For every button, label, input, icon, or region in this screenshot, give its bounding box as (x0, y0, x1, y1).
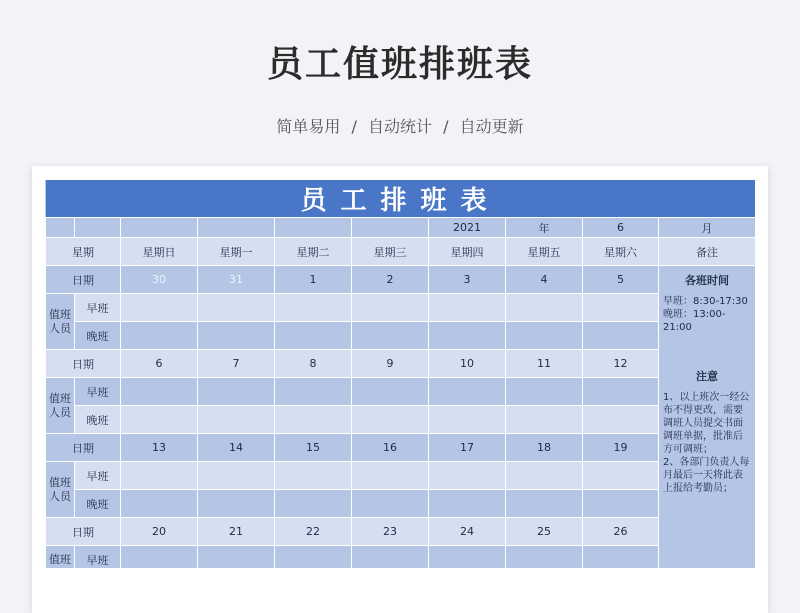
shift-cell[interactable] (506, 462, 583, 490)
shift-cell[interactable] (352, 546, 429, 569)
shift-cell[interactable] (429, 406, 506, 434)
notice-rule-2: 2、各部门负责人每月最后一天将此表上报给考勤员； (663, 457, 750, 494)
date-cell[interactable]: 2 (352, 266, 429, 294)
evening-shift-row (46, 406, 756, 434)
shift-cell[interactable] (275, 546, 352, 569)
date-cell[interactable]: 30 (121, 266, 198, 294)
shift-cell[interactable] (275, 490, 352, 518)
morning-shift-row (46, 546, 756, 569)
shift-cell[interactable] (121, 546, 198, 569)
subtitle-item: 简单易用 (276, 117, 341, 136)
morning-label-cell[interactable]: 早班 (75, 462, 121, 490)
date-row (46, 266, 756, 294)
date-row (46, 350, 756, 378)
weekday-cell[interactable]: 星期日 (121, 238, 198, 266)
cell[interactable] (198, 218, 275, 238)
shift-cell[interactable] (506, 322, 583, 350)
subtitle-separator: / (443, 117, 449, 136)
shift-cell[interactable] (352, 322, 429, 350)
shift-cell[interactable] (198, 462, 275, 490)
shift-cell[interactable] (429, 490, 506, 518)
shift-cell[interactable] (352, 294, 429, 322)
shift-cell[interactable] (121, 462, 198, 490)
shift-cell[interactable] (352, 490, 429, 518)
date-cell[interactable]: 18 (506, 434, 583, 462)
date-label-cell[interactable]: 日期 (46, 434, 121, 462)
shift-cell[interactable] (352, 378, 429, 406)
weekday-cell[interactable]: 星期二 (275, 238, 352, 266)
date-cell[interactable]: 13 (121, 434, 198, 462)
remark-header-cell[interactable]: 备注 (659, 238, 756, 266)
date-cell[interactable]: 4 (506, 266, 583, 294)
staff-label-cell[interactable]: 值班人员 (46, 378, 75, 434)
shift-cell[interactable] (506, 406, 583, 434)
shift-cell[interactable] (198, 378, 275, 406)
date-label-cell[interactable]: 日期 (46, 518, 121, 546)
date-cell[interactable]: 31 (198, 266, 275, 294)
weekday-cell[interactable]: 星期三 (352, 238, 429, 266)
weekday-cell[interactable]: 星期六 (583, 238, 659, 266)
date-cell[interactable]: 5 (583, 266, 659, 294)
morning-label-cell[interactable]: 早班 (75, 546, 121, 569)
shift-cell[interactable] (121, 322, 198, 350)
weekday-cell[interactable]: 星期一 (198, 238, 275, 266)
year-cell[interactable]: 2021 (429, 218, 506, 238)
shift-cell[interactable] (429, 546, 506, 569)
schedule-sheet (45, 180, 755, 568)
shift-cell[interactable] (275, 462, 352, 490)
shift-cell[interactable] (429, 322, 506, 350)
cell[interactable] (75, 218, 121, 238)
shift-cell[interactable] (429, 462, 506, 490)
shift-cell[interactable] (275, 378, 352, 406)
shift-cell[interactable] (583, 378, 659, 406)
date-cell[interactable]: 23 (352, 518, 429, 546)
page-subtitle (0, 114, 800, 137)
shift-cell[interactable] (121, 406, 198, 434)
cell[interactable] (275, 218, 352, 238)
week-label-cell[interactable]: 星期 (46, 238, 121, 266)
shift-cell[interactable] (198, 406, 275, 434)
subtitle-separator: / (351, 117, 357, 136)
shift-cell[interactable] (506, 378, 583, 406)
notice-heading: 注意 (696, 370, 718, 383)
shift-time-heading: 各班时间 (685, 274, 729, 287)
weekday-header-row (46, 238, 756, 266)
subtitle-item: 自动统计 (367, 117, 432, 136)
shift-cell[interactable] (352, 462, 429, 490)
evening-shift-row (46, 490, 756, 518)
shift-cell[interactable] (506, 294, 583, 322)
date-label-cell[interactable]: 日期 (46, 266, 121, 294)
date-cell[interactable]: 14 (198, 434, 275, 462)
evening-label-cell[interactable]: 晚班 (75, 406, 121, 434)
morning-label-cell[interactable]: 早班 (75, 294, 121, 322)
shift-cell[interactable] (506, 546, 583, 569)
shift-cell[interactable] (352, 406, 429, 434)
date-cell[interactable]: 22 (275, 518, 352, 546)
shift-cell[interactable] (198, 546, 275, 569)
subtitle-item: 自动更新 (459, 117, 524, 136)
shift-cell[interactable] (198, 322, 275, 350)
date-row (46, 434, 756, 462)
date-cell[interactable]: 1 (275, 266, 352, 294)
shift-cell[interactable] (583, 322, 659, 350)
shift-cell[interactable] (583, 462, 659, 490)
evening-label-cell[interactable]: 晚班 (75, 322, 121, 350)
shift-cell[interactable] (429, 378, 506, 406)
staff-label-cell[interactable]: 值班 (46, 546, 75, 569)
month-label-cell[interactable]: 月 (659, 218, 756, 238)
shift-cell[interactable] (198, 490, 275, 518)
staff-label-cell[interactable]: 值班人员 (46, 294, 75, 350)
morning-time-text: 早班：8:30-17:30 (663, 296, 748, 307)
shift-cell[interactable] (583, 490, 659, 518)
weekday-cell[interactable]: 星期四 (429, 238, 506, 266)
shift-cell[interactable] (583, 406, 659, 434)
evening-label-cell[interactable]: 晚班 (75, 490, 121, 518)
shift-cell[interactable] (429, 294, 506, 322)
evening-time-text: 晚班：13:00-21:00 (663, 309, 726, 333)
month-cell[interactable]: 6 (583, 218, 659, 238)
evening-shift-row (46, 322, 756, 350)
remarks-panel[interactable] (659, 266, 756, 569)
schedule-table (45, 180, 755, 568)
notice-rule-1: 1、以上班次一经公布不得更改，需要调班人员提交书面调班单据，批准后方可调班； (663, 392, 750, 455)
cell[interactable] (46, 218, 75, 238)
shift-cell[interactable] (121, 294, 198, 322)
shift-cell[interactable] (275, 294, 352, 322)
shift-cell[interactable] (198, 294, 275, 322)
cell[interactable] (121, 218, 198, 238)
date-cell[interactable]: 6 (121, 350, 198, 378)
date-cell[interactable]: 11 (506, 350, 583, 378)
date-cell[interactable]: 21 (198, 518, 275, 546)
shift-cell[interactable] (275, 322, 352, 350)
date-cell[interactable]: 19 (583, 434, 659, 462)
shift-cell[interactable] (506, 490, 583, 518)
date-cell[interactable]: 8 (275, 350, 352, 378)
year-label-cell[interactable]: 年 (506, 218, 583, 238)
weekday-cell[interactable]: 星期五 (506, 238, 583, 266)
date-cell[interactable]: 9 (352, 350, 429, 378)
date-cell[interactable]: 12 (583, 350, 659, 378)
date-label-cell[interactable]: 日期 (46, 350, 121, 378)
page-title: 员工值班排班表 (266, 44, 533, 85)
shift-cell[interactable] (583, 294, 659, 322)
date-cell[interactable]: 25 (506, 518, 583, 546)
shift-cell[interactable] (583, 546, 659, 569)
shift-cell[interactable] (121, 378, 198, 406)
morning-label-cell[interactable]: 早班 (75, 378, 121, 406)
morning-shift-row (46, 294, 756, 322)
date-row (46, 518, 756, 546)
staff-label-cell[interactable]: 值班人员 (46, 462, 75, 518)
shift-cell[interactable] (121, 490, 198, 518)
date-cell[interactable]: 16 (352, 434, 429, 462)
date-cell[interactable]: 24 (429, 518, 506, 546)
date-cell[interactable]: 20 (121, 518, 198, 546)
date-cell[interactable]: 10 (429, 350, 506, 378)
cell[interactable] (352, 218, 429, 238)
sheet-banner: 员工排班表 (46, 180, 756, 218)
date-cell[interactable]: 3 (429, 266, 506, 294)
date-cell[interactable]: 17 (429, 434, 506, 462)
shift-cell[interactable] (275, 406, 352, 434)
date-cell[interactable]: 7 (198, 350, 275, 378)
morning-shift-row (46, 462, 756, 490)
date-cell[interactable]: 15 (275, 434, 352, 462)
year-month-row (46, 218, 756, 238)
morning-shift-row (46, 378, 756, 406)
date-cell[interactable]: 26 (583, 518, 659, 546)
